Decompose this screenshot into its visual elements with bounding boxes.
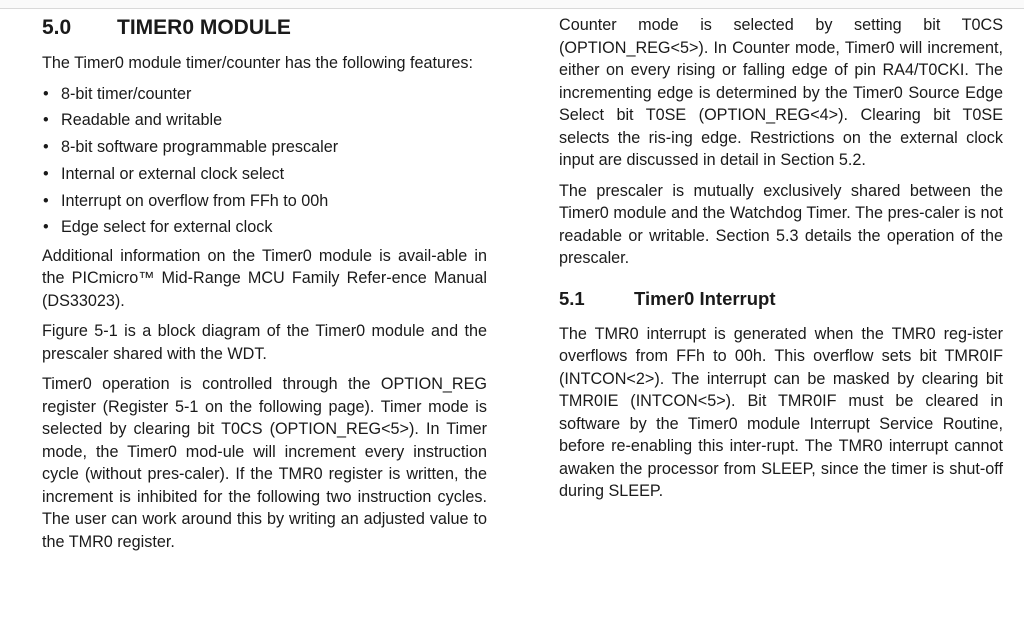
subsection-number: 5.1 <box>559 287 585 309</box>
intro-paragraph: The Timer0 module timer/counter has the following features: <box>42 54 473 72</box>
bullet-icon: • <box>43 138 49 157</box>
figure-paragraph: Figure 5-1 is a block diagram of the Timer0 module and the prescaler shared with the WDT. <box>42 322 487 363</box>
interrupt-paragraph: The TMR0 interrupt is generated when the TMR0 reg-ister overflows from FFh to 00h. This overflow sets bit TMR0IF (INTCON<2>). The interrupt can be masked by clearing bit TMR0IE (INTCON<5>). Bit TMR0IF must be cleared in software by the Timer0 module Interrupt Service Routine, before re-enabling this inter-rupt. The TMR0 interrupt cannot awaken the processor from SLEEP, since the timer is shut-off during SLEEP. <box>559 324 1003 500</box>
feature-item: • 8-bit timer/counter <box>42 83 487 106</box>
bullet-icon: • <box>43 84 49 103</box>
section-number: 5.0 <box>42 16 72 39</box>
right-column <box>559 14 1003 511</box>
bullet-icon: • <box>43 191 49 210</box>
feature-item: • Readable and writable <box>42 109 487 132</box>
prescaler-paragraph: The prescaler is mutually exclusively shared between the Timer0 module and the Watchdog Timer. The pres-caler is not readable or writable. Section 5.3 details the operation of the prescaler. <box>559 181 1003 267</box>
bullet-icon: • <box>43 218 49 237</box>
reference-paragraph: Additional information on the Timer0 module is avail-able in the PICmicro™ Mid-Range MCU Family Refer-ence Manual (DS33023). <box>42 246 487 310</box>
page-top-edge <box>0 0 1024 9</box>
section-title: TIMER0 MODULE <box>117 16 291 39</box>
bullet-icon: • <box>43 164 49 183</box>
feature-item: • Edge select for external clock <box>42 216 487 239</box>
feature-item: • Internal or external clock select <box>42 163 487 186</box>
bullet-icon: • <box>43 111 49 130</box>
left-column <box>42 14 487 561</box>
feature-item: • Interrupt on overflow from FFh to 00h <box>42 190 487 213</box>
feature-list <box>42 83 487 239</box>
section-heading <box>42 14 487 42</box>
subsection-heading <box>559 287 1003 311</box>
feature-item: • 8-bit software programmable prescaler <box>42 136 487 159</box>
operation-paragraph: Timer0 operation is controlled through the OPTION_REG register (Register 5-1 on the following page). Timer mode is selected by clearing bit T0CS (OPTION_REG<5>). In Timer mode, the Timer0 mod-ule will increment every instruction cycle (without pres-caler). If the TMR0 register is written, the increment is inhibited for the following two instruction cycles. The user can work around this by writing an adjusted value to the TMR0 register. <box>42 375 487 551</box>
subsection-title: Timer0 Interrupt <box>634 287 776 309</box>
counter-mode-paragraph: Counter mode is selected by setting bit T0CS (OPTION_REG<5>). In Counter mode, Timer0 will increment, either on every rising or falling edge of pin RA4/T0CKI. The incrementing edge is determined by the Timer0 Source Edge Select bit T0SE (OPTION_REG<4>). Clearing bit T0SE selects the ris-ing edge. Restrictions on the external clock input are discussed in detail in Section 5.2. <box>559 16 1003 169</box>
